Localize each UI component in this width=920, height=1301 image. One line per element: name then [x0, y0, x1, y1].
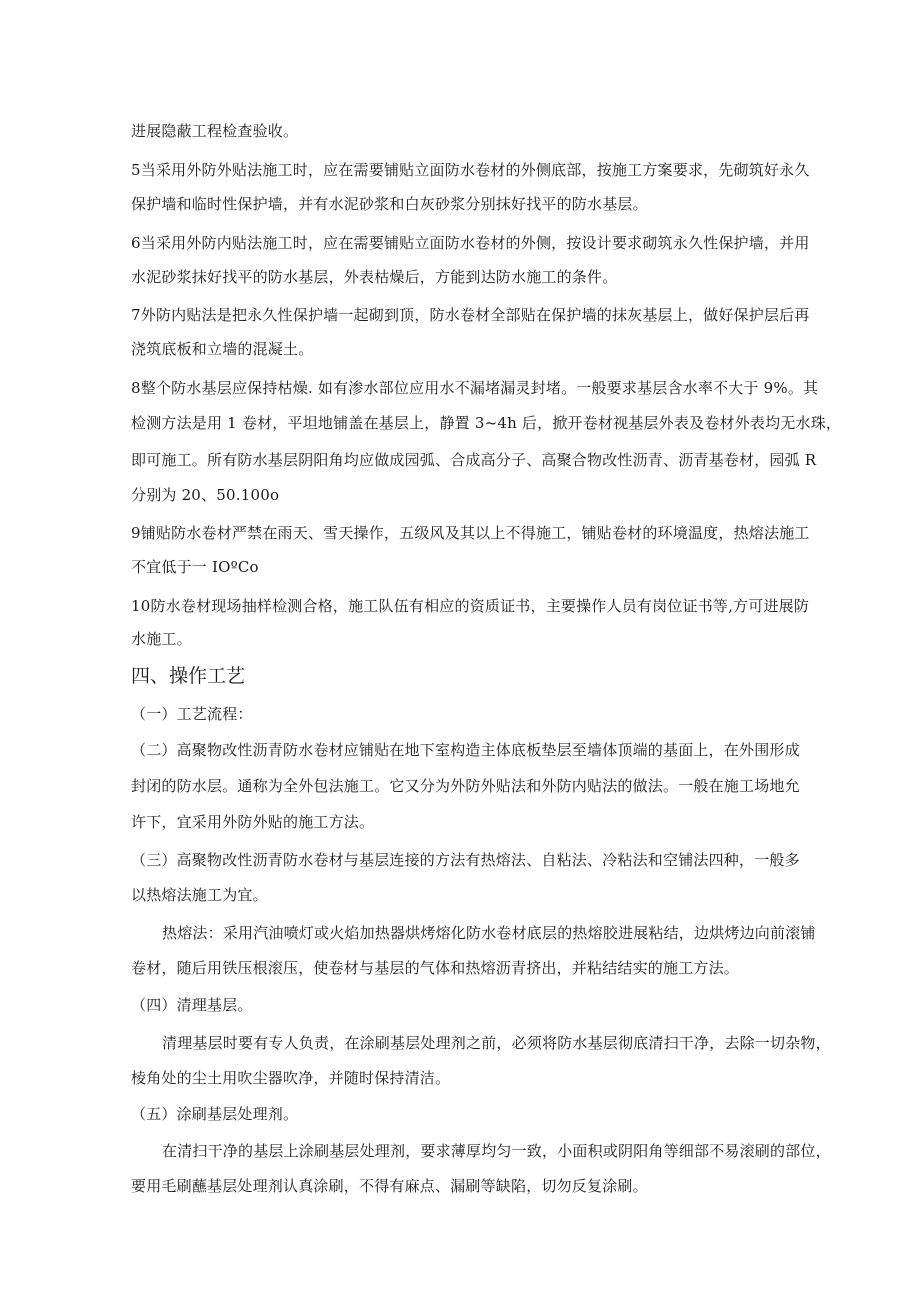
text-line: 许下，宜采用外防外贴的施工方法。	[131, 813, 375, 831]
text-line: 热熔法：采用汽油喷灯或火焰加热器烘烤熔化防水卷材底层的热熔胶进展粘结，边烘烤边向前滚铺	[162, 924, 816, 942]
text-line: 清理基层时要有专人负责，在涂刷基层处理剂之前，必须将防水基层彻底清扫干净，去除一切杂物，	[162, 1034, 831, 1052]
text-line: 卷材，随后用铁压根滚压，使卷材与基层的气体和热熔沥青挤出，并粘结结实的施工方法。	[131, 959, 740, 977]
text-line: 6当采用外防内贴法施工时，应在需要铺贴立面防水卷材的外侧，按设计要求砌筑永久性保护墙，并用	[131, 234, 810, 252]
text-line: 以热熔法施工为宜。	[131, 886, 268, 904]
text-line: 5当采用外防外贴法施工时，应在需要铺贴立面防水卷材的外侧底部，按施工方案要求，先砌筑好永久	[131, 161, 810, 179]
text-line: （三）高聚物改性沥青防水卷材与基层连接的方法有热熔法、自粘法、冷粘法和空铺法四种，一般多	[131, 851, 800, 869]
text-line: 10防水卷材现场抽样检测合格，施工队伍有相应的资质证书，主要操作人员有岗位证书等,方可进展防	[131, 597, 810, 615]
text-line: （一）工艺流程：	[131, 705, 253, 723]
text-line: 检测方法是用 1 卷材，平坦地铺盖在基层上，静置 3~4h 后，掀开卷材视基层外表及卷材外表均无水珠，	[131, 414, 842, 432]
text-line: （二）高聚物改性沥青防水卷材应铺贴在地下室构造主体底板垫层至墙体顶端的基面上，在外围形成	[131, 741, 800, 759]
section-heading: 四、操作工艺	[131, 665, 246, 687]
text-line: 进展隐蔽工程检查验收。	[131, 122, 299, 140]
text-line: 封闭的防水层。通称为全外包法施工。它又分为外防外贴法和外防内贴法的做法。一般在施工场地允	[131, 777, 800, 795]
text-line: 不宜低于一 IOºCo	[131, 558, 259, 576]
text-line: 要用毛刷蘸基层处理剂认真涂刷，不得有麻点、漏刷等缺陷，切勿反复涂刷。	[131, 1177, 648, 1195]
text-line: 7外防内贴法是把永久性保护墙一起砌到顶，防水卷材全部贴在保护墙的抹灰基层上，做好保护层后再	[131, 306, 810, 324]
text-line: （五）涂刷基层处理剂。	[131, 1105, 299, 1123]
text-line: 棱角处的尘土用吹尘器吹净，并随时保持清洁。	[131, 1069, 451, 1087]
text-line: 8整个防水基层应保持枯燥. 如有渗水部位应用水不漏堵漏灵封堵。一般要求基层含水率不大于 9%。其	[131, 379, 819, 397]
text-line: 在清扫干净的基层上涂刷基层处理剂，要求薄厚均匀一致，小面积或阴阳角等细部不易滚刷的部位，	[162, 1142, 831, 1160]
text-line: 水泥砂浆抹好找平的防水基层，外表枯燥后，方能到达防水施工的条件。	[131, 268, 618, 286]
text-line: 9铺贴防水卷材严禁在雨天、雪天操作，五级风及其以上不得施工，铺贴卷材的环境温度，热熔法施工	[131, 524, 810, 542]
text-line: 分别为 20、50.100o	[131, 486, 280, 504]
text-line: （四）清理基层。	[131, 996, 253, 1014]
text-line: 浇筑底板和立墙的混凝土。	[131, 340, 314, 358]
text-line: 保护墙和临时性保护墙，并有水泥砂浆和白灰砂浆分别抹好找平的防水基层。	[131, 195, 648, 213]
text-line: 即可施工。所有防水基层阴阳角均应做成园弧、合成高分子、高聚合物改性沥青、沥青基卷材，园弧 R	[131, 451, 817, 469]
text-line: 水施工。	[131, 630, 192, 648]
